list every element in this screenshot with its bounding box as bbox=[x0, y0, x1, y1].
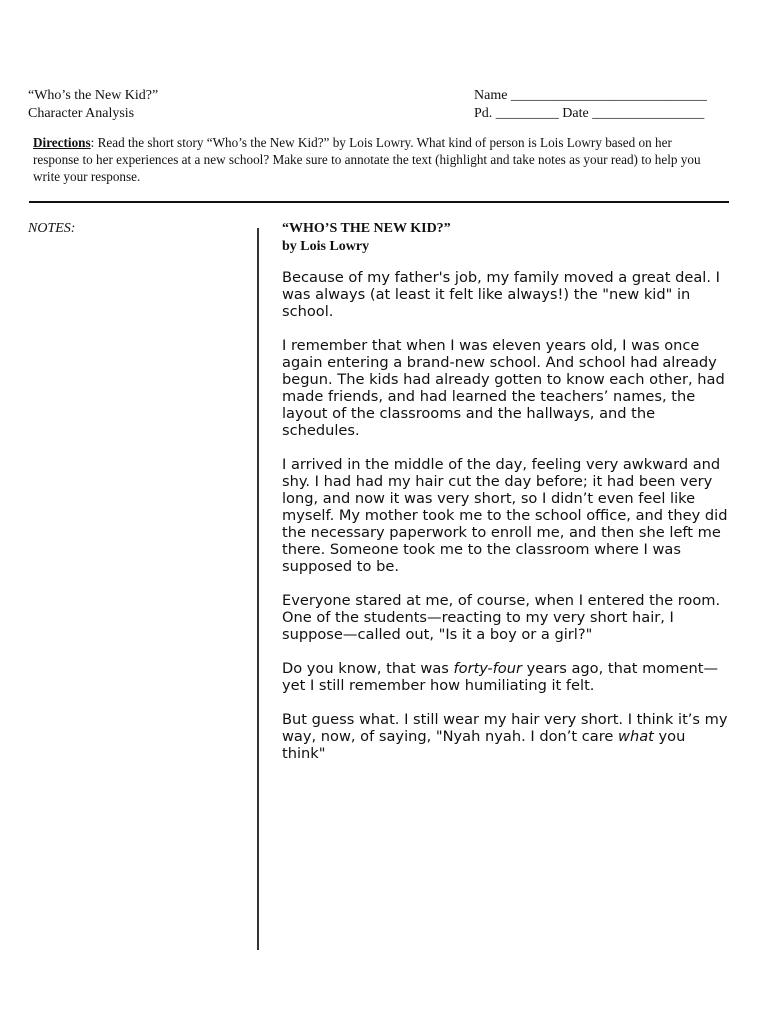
story-paragraph-3: I arrived in the middle of the day, feeling very awkward and shy. I had had my hair cut the day before; it had been very long, and now it was very short, so I didn’t even feel like myself. My mother took me to the school office, and they did the necessary paperwork to enroll me, and then she left me there. Someone took me to the classroom where I was supposed to be. bbox=[282, 456, 728, 575]
story-paragraph-5-end: years ago, that moment—yet I still remember how humiliating it felt. bbox=[282, 660, 719, 694]
story-paragraph-6-start: But guess what. I still wear my hair very short. I think it’s my way, now, of saying, "Nyah nyah. I don’t care bbox=[282, 711, 728, 745]
student-info bbox=[474, 87, 707, 123]
directions-label: Directions bbox=[33, 135, 91, 150]
story-title: “WHO’S THE NEW KID?” bbox=[282, 221, 451, 236]
story-paragraph-6 bbox=[282, 711, 732, 762]
story-paragraph-5 bbox=[282, 660, 732, 694]
story-paragraph-6-end: you think" bbox=[282, 728, 686, 762]
name-line: Name ____________________________ bbox=[474, 88, 707, 103]
worksheet-subtitle: Character Analysis bbox=[28, 106, 135, 121]
story-paragraph-1: Because of my father's job, my family moved a great deal. I was always (at least it felt like always!) the "new kid" in school. bbox=[282, 269, 720, 320]
notes-column-divider bbox=[257, 228, 259, 950]
story-paragraph-5-start: Do you know, that was bbox=[282, 660, 454, 677]
period-date-line: Pd. _________ Date ________________ bbox=[474, 106, 705, 121]
worksheet-header bbox=[28, 87, 158, 123]
directions bbox=[33, 134, 718, 185]
worksheet-title: “Who’s the New Kid?” bbox=[28, 88, 159, 103]
story-paragraph-4: Everyone stared at me, of course, when I entered the room. One of the students—reacting to my very short hair, I suppose—called out, "Is it a boy or a girl?" bbox=[282, 592, 721, 643]
story-heading bbox=[282, 220, 451, 256]
notes-label: NOTES: bbox=[28, 221, 76, 236]
story-paragraph-5-emphasis: forty-four bbox=[453, 660, 522, 677]
divider-rule bbox=[29, 201, 729, 203]
story-body bbox=[282, 269, 732, 779]
directions-text: : Read the short story “Who’s the New Kid?” by Lois Lowry. What kind of person is Lois Lowry based on her response to her experiences at a new school? Make sure to annotate the text (highlight and take notes as your read) to help you write your response. bbox=[33, 135, 701, 184]
story-author: by Lois Lowry bbox=[282, 239, 370, 254]
story-paragraph-6-emphasis: what bbox=[618, 728, 654, 745]
story-paragraph-2: I remember that when I was eleven years old, I was once again entering a brand-new school. And school had already begun. The kids had already gotten to know each other, had made friends, and had learned the teachers’ names, the layout of the classrooms and the hallways, and the schedules. bbox=[282, 337, 725, 439]
